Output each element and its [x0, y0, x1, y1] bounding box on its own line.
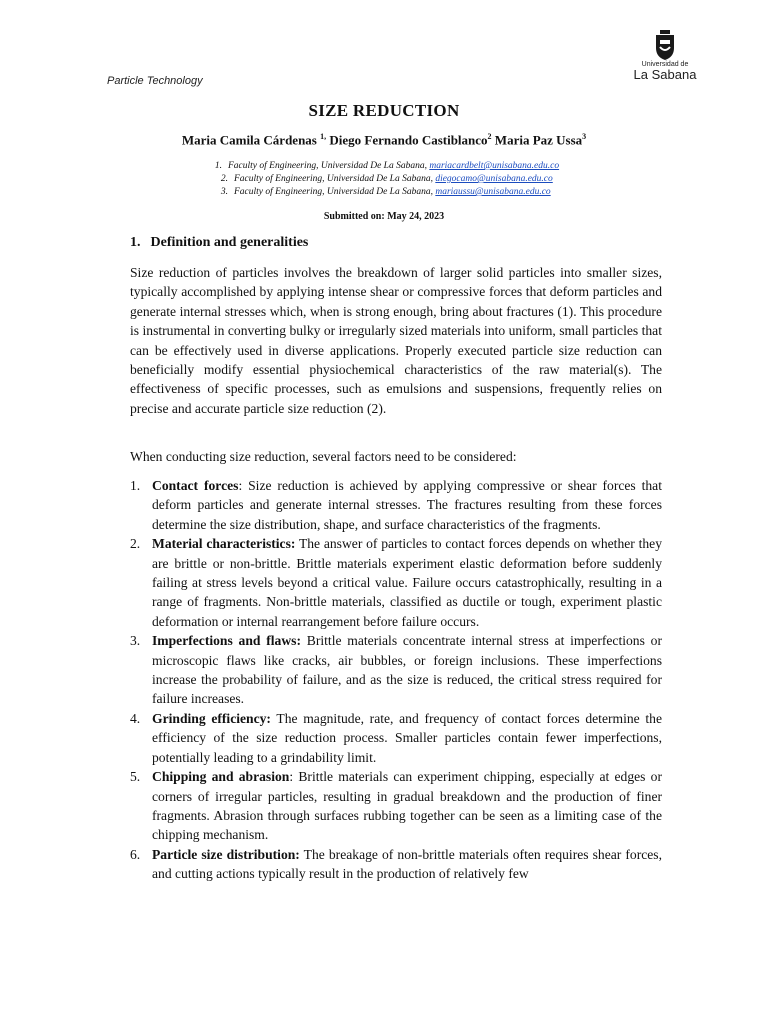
- affiliation-text: Faculty of Engineering, Universidad De La Sabana,: [234, 174, 433, 184]
- list-item: [130, 767, 662, 845]
- body-paragraph: Size reduction of particles involves the breakdown of larger solid particles into smaller sizes, typically accomplished by applying intense shear or compressive forces that deform particles and generate internal stresses which, when is strong enough, bring about fractures (1). This procedure is instrumental in converting bulky or irregularly sized materials into uniform, small particles that can be effectively used in diverse applications. Properly executed particle size reduction can beneficially modify essential physiochemical characteristics of the raw material(s). The effectiveness of specific processes, such as emulsions and suspensions, frequently relies on precise and accurate particle size reduction (2).: [130, 265, 662, 416]
- author-email-link[interactable]: diegocamo@unisabana.edu.co: [435, 174, 553, 184]
- affiliation-number: 3.: [220, 187, 228, 197]
- logo-subtitle: Universidad de: [641, 61, 689, 68]
- author-email-link[interactable]: mariacardbelt@unisabana.edu.co: [429, 161, 560, 171]
- body-paragraph: When conducting size reduction, several factors need to be considered:: [130, 449, 517, 464]
- list-number: 1.: [130, 478, 141, 493]
- list-term: Particle size distribution:: [152, 846, 300, 862]
- list-term-separator: :: [238, 478, 243, 493]
- submission-date: Submitted on: May 24, 2023: [323, 211, 445, 222]
- list-number: 4.: [130, 710, 141, 726]
- affiliation-number: 2.: [220, 174, 228, 184]
- list-text: The answer of particles to contact forces depends on whether they are brittle or non-brittle. Brittle materials experiment elastic deformation before suddenly failing at stress levels beyond a critical value. Failure occurs catastrophically, resulting in a range of fragments. Non-brittle materials, classified as ductile or tough, experiment plastic deformation or internal rearrangement before failure occurs.: [152, 536, 662, 629]
- list-item: [130, 631, 662, 709]
- list-term: Imperfections and flaws:: [152, 633, 301, 649]
- running-header: Particle Technology: [107, 75, 203, 87]
- list-term-separator: :: [289, 769, 294, 785]
- list-number: 2.: [130, 536, 141, 552]
- author-affiliation-mark: 1,: [320, 132, 327, 141]
- logo-name: La Sabana: [633, 67, 697, 82]
- section-number: 1.: [130, 235, 141, 250]
- list-text: The magnitude, rate, and frequency of contact forces determine the efficiency of the size reduction process. Smaller particles contain fewer imperfections, potentially leading to a grindability limit.: [152, 710, 662, 765]
- list-number: 5.: [130, 769, 141, 785]
- list-term: Material characteristics:: [152, 536, 296, 552]
- author-name: Diego Fernando Castiblanco: [329, 132, 488, 148]
- list-item: [130, 476, 662, 534]
- affiliation-item: [200, 186, 620, 199]
- factor-list: [130, 476, 662, 884]
- list-term: Contact forces: [152, 478, 239, 493]
- la-sabana-shield-icon: [654, 30, 676, 60]
- list-text: The breakage of non-brittle materials often requires shear forces, and cutting actions typically result in the production of relatively few: [152, 846, 662, 882]
- university-logo: [630, 30, 700, 81]
- list-number: 3.: [130, 633, 141, 649]
- list-item: [130, 845, 662, 884]
- document-title: SIZE REDUCTION: [308, 101, 460, 120]
- author-name: Maria Camila Cárdenas: [181, 132, 317, 148]
- author-affiliation-mark: 2: [487, 132, 492, 141]
- affiliation-item: [200, 160, 620, 173]
- list-term: Chipping and abrasion: [152, 769, 290, 785]
- affiliation-text: Faculty of Engineering, Universidad De La Sabana,: [234, 187, 433, 197]
- author-email-link[interactable]: mariaussu@unisabana.edu.co: [435, 187, 551, 197]
- list-term: Grinding efficiency:: [152, 710, 271, 726]
- affiliation-number: 1.: [214, 161, 222, 171]
- affiliation-text: Faculty of Engineering, Universidad De La Sabana,: [228, 161, 427, 171]
- list-item: [130, 534, 662, 631]
- affiliation-item: [200, 173, 620, 186]
- list-item: [130, 709, 662, 767]
- list-number: 6.: [130, 846, 141, 862]
- list-text: Size reduction is achieved by applying compressive or shear forces that deform particles and generate internal stresses. The fractures resulting from these forces determine the size distribution, shape, and surface characteristics of the fragments.: [152, 478, 662, 532]
- author-list: [0, 132, 768, 148]
- section-title: Definition and generalities: [150, 235, 309, 250]
- author-affiliation-mark: 3: [582, 132, 587, 141]
- affiliation-list: [200, 160, 620, 199]
- list-text: Brittle materials can experiment chipping, especially at edges or corners of irregular particles, resulting in gradual breakdown and the production of finer fragments. Abrasion through surfaces rubbing together can be seen as a limiting case of the chipping mechanism.: [152, 769, 662, 843]
- list-text: Brittle materials concentrate internal stress at imperfections or microscopic flaws like cracks, air bubbles, or foreign inclusions. These imperfections increase the probability of failure, and as the size is reduced, the critical stress required for failure increases.: [152, 633, 662, 707]
- section-heading: [130, 235, 308, 251]
- author-name: Maria Paz Ussa: [494, 132, 583, 148]
